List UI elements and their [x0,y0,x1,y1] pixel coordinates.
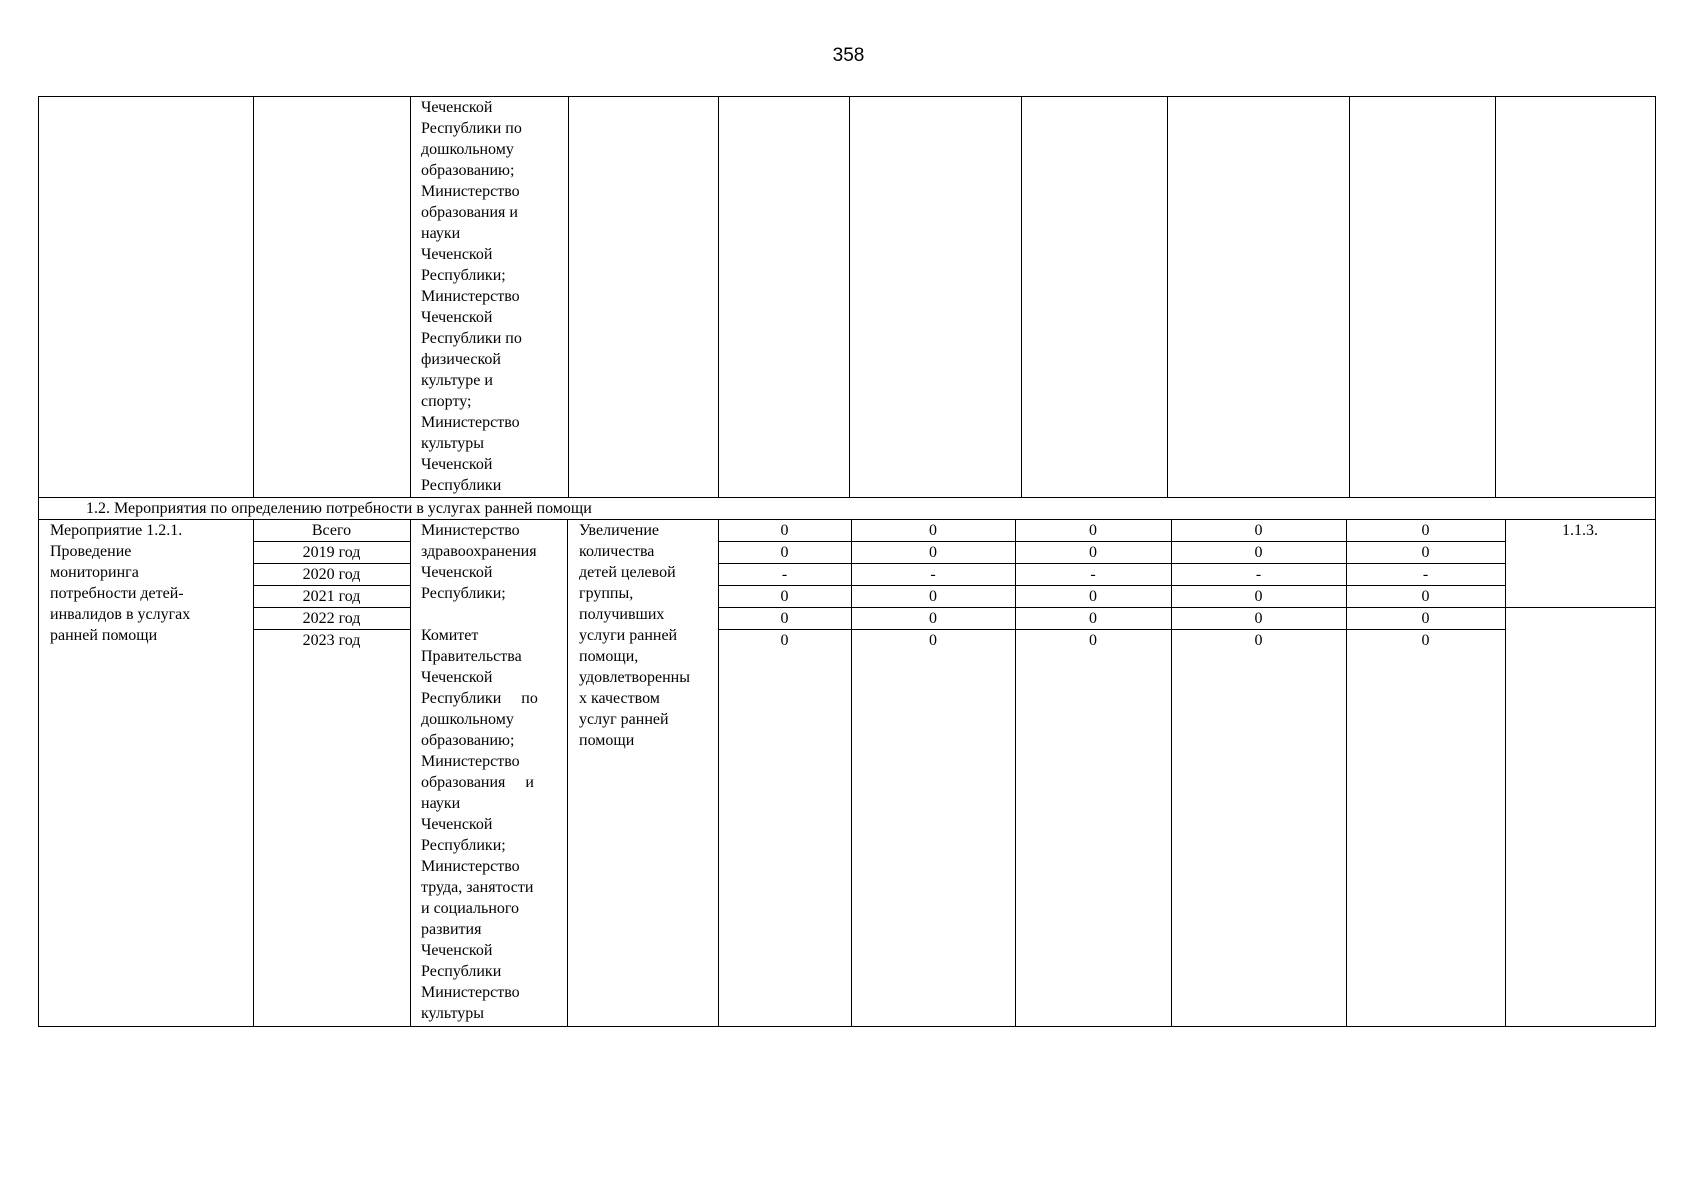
value-cell: 0 [780,632,789,649]
measure-executors-3: Республики по [421,690,538,707]
value-cell: 0 [1421,544,1430,561]
col-sep [1021,96,1022,497]
value-cell: 0 [1421,522,1430,539]
measure-executors-5: образования и [421,774,534,791]
page-number: 358 [832,45,865,66]
value-cell: - [1422,566,1429,583]
value-cell: 0 [1254,544,1263,561]
value-cell: 0 [1421,610,1430,627]
value-cell: 0 [780,610,789,627]
value-cell: 0 [780,522,789,539]
value-cell: - [1090,566,1096,583]
col-sep [849,96,850,497]
year-label: 2020 год [302,566,361,583]
value-cell: 0 [929,610,937,627]
col-sep [568,96,569,497]
table-bottom-border [38,1026,1656,1027]
indicator-link: 1.1.3. [1562,522,1598,539]
measure-executors-4: дошкольному образованию; Министерство [421,711,520,770]
table-top-border [38,96,1656,97]
value-cell: 0 [1089,522,1097,539]
value-cell: 0 [929,544,937,561]
table-right-border [1655,96,1656,1026]
value-cell: 0 [780,588,789,605]
col-sep [1167,96,1168,497]
value-cell: 0 [1421,632,1430,649]
section-header: 1.2. Мероприятия по определению потребности в услугах ранней помощи [86,500,592,517]
value-cell: 0 [1089,544,1097,561]
value-cell: 0 [1254,610,1263,627]
continued-executors: Чеченской Республики по дошкольному образованию; Министерство образования и науки Чеченской Республики; Министерство Чеченской Республики по физической культуре и спорту; Министерство культуры Чеченской Республики [421,99,522,494]
value-cell: 0 [929,632,937,649]
col-sep [1505,519,1506,1026]
year-label: 2022 год [302,610,361,627]
value-cell: 0 [1089,632,1097,649]
value-cell: 0 [929,588,937,605]
col-sep [253,96,254,497]
value-cell: 0 [1421,588,1430,605]
value-cell: 0 [1254,522,1263,539]
year-label: 2023 год [302,632,361,649]
value-cell: 0 [1254,632,1263,649]
table-left-border [38,96,39,1026]
measure-result: Увеличение количества детей целевой группы, получивших услуги ранней помощи, удовлетворенны х качеством услуг ранней помощи [579,522,690,749]
col-sep [410,96,411,497]
value-cell: - [1255,566,1262,583]
value-cell: - [930,566,936,583]
measure-executors-1: Министерство здравоохранения Чеченской Республики; [421,522,537,602]
value-cell: 0 [929,522,937,539]
value-cell: 0 [780,544,789,561]
value-cell: 0 [1254,588,1263,605]
value-cell: 0 [1089,610,1097,627]
col-sep [1495,96,1496,497]
col-sep [1349,96,1350,497]
measure-executors-2: Комитет Правительства Чеченской [421,627,522,686]
value-cell: 0 [1089,588,1097,605]
measure-executors-6: науки Чеченской Республики; Министерство труда, занятости и социального развития Чеченской Республики Министерство культуры [421,795,534,1022]
col-sep [567,519,568,1026]
measure-name: Мероприятие 1.2.1. Проведение мониторинга потребности детей- инвалидов в услугах ранней помощи [50,522,191,644]
year-label: 2021 год [302,588,361,605]
col-sep [718,96,719,497]
year-label: Всего [311,522,352,539]
value-cell: - [781,566,788,583]
year-label: 2019 год [302,544,361,561]
col-sep [410,519,411,1026]
